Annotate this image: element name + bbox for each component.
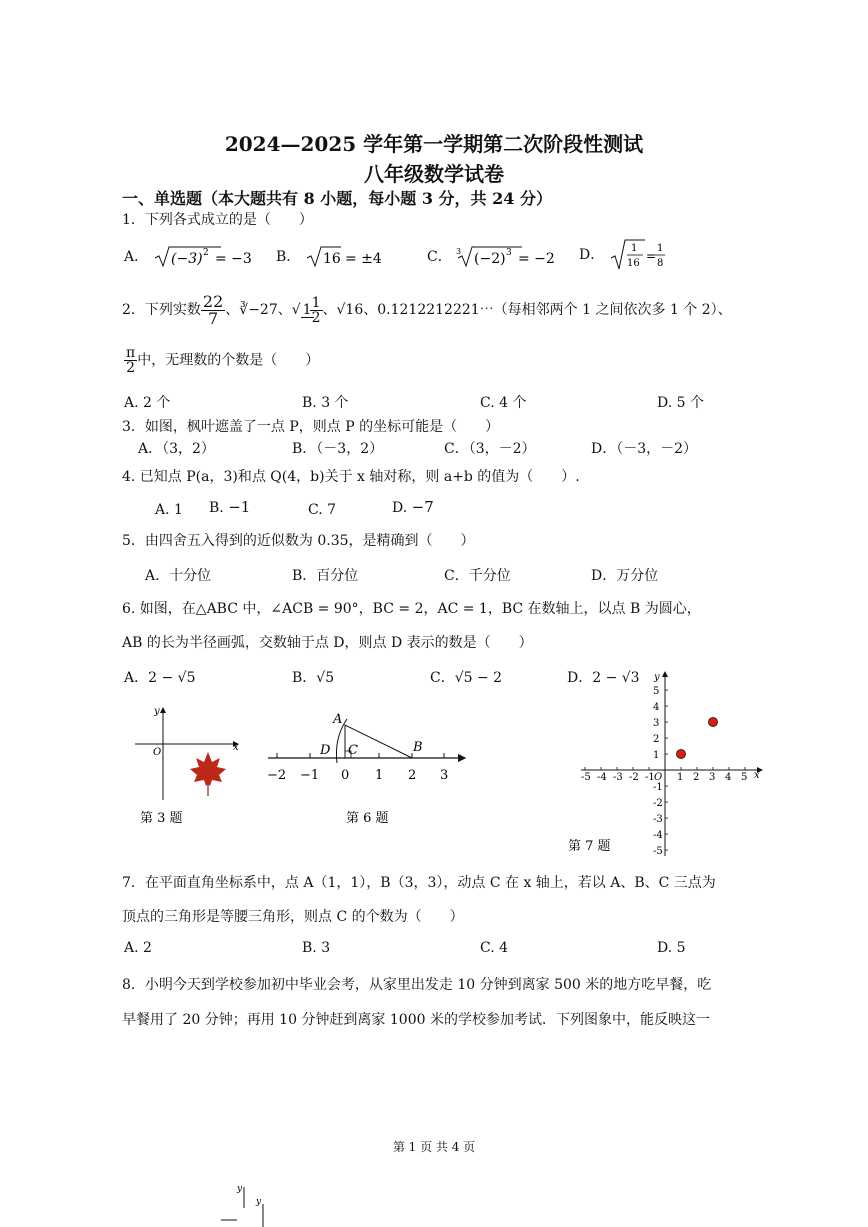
q3-stem: 3．如图，枫叶遮盖了一点 P，则点 P 的坐标可能是（ ） [122,419,500,435]
q4-stem: 4. 已知点 P(a，3)和点 Q(4，b)关于 x 轴对称，则 a+b 的值为（ ）. [122,469,580,485]
fig3-caption: 第 3 题 [140,811,183,826]
fig6-label-c: C [348,743,358,758]
fig7-x-tick-label: -4 [597,772,607,783]
fig7-x-label: x [754,770,760,781]
fig7-y-tick-label: 3 [653,718,660,729]
svg-text:3: 3 [506,248,512,258]
fig6-tick-0: 0 [341,768,350,783]
fig7-x-tick-label: 4 [725,772,732,783]
q6-option-b: B．√5 [292,670,335,686]
q3-option-d: D．（－3，－2） [591,441,698,457]
fig3-y-label: y [154,706,160,717]
q6-line1: 6. 如图，在△ABC 中，∠ACB = 90°，BC = 2，AC = 1，BC 在数轴上，以点 B 为圆心， [122,601,701,617]
fig7-x-tick-label: -5 [581,772,591,783]
svg-text:16: 16 [626,258,640,269]
fig7-point-b [709,718,718,727]
q6-option-d: D．2 − √3 [567,670,640,686]
fig7-y-tick-label: 1 [653,750,660,761]
q6-line2: AB 的长为半径画弧，交数轴于点 D，则点 D 表示的数是（ ） [122,635,533,651]
fig6-tick-neg1: −1 [300,768,320,783]
fig7-x-tick-label: -2 [629,772,639,783]
q5-option-d: D．万分位 [591,568,659,584]
q4-option-d: D. −7 [392,498,434,516]
q2-option-a: A. 2 个 [124,395,171,411]
exam-title: 2024—2025 学年第一学期第二次阶段性测试 [224,132,644,156]
fig7-y-tick-label: -3 [653,814,663,825]
fig7-x-tick-label: 2 [693,772,700,783]
section-heading: 一、单选题（本大题共有 8 小题，每小题 3 分，共 24 分） [122,189,552,208]
fig6-tick-neg2: −2 [267,768,287,783]
fig7-x-tick-label: 5 [741,772,748,783]
fig7-x-tick-labels [581,772,747,783]
q4-option-a: A. 1 [155,502,183,518]
q6-option-c: C．√5 − 2 [430,670,503,686]
next-y-label-2: y [256,1197,262,1207]
q7-option-b: B. 3 [302,940,331,956]
q8-line1: 8．小明今天到学校参加初中毕业会考，从家里出发走 10 分钟到离家 500 米的地方吃早餐，吃 [122,977,712,993]
q1-a-radical [153,244,253,270]
svg-text:= −3: = −3 [214,251,252,267]
q5-stem: 5．由四舍五入得到的近似数为 0.35，是精确到（ ） [122,533,475,549]
q5-option-a: A．十分位 [145,568,212,584]
q4-option-c: C. 7 [308,502,337,518]
q5-option-c: C．千分位 [444,568,511,584]
fig7-y-tick-label: -2 [653,798,663,809]
q1-b-radical [305,244,385,270]
q6-option-a: A．2 − √5 [124,670,196,686]
fig6-tick-1: 1 [375,768,384,783]
q3-option-b: B．（－3，2） [292,441,384,457]
svg-text:= −2: = −2 [518,251,555,267]
q2-line1: 2．下列实数 $\frac{22}{7}$ 、∛−27、√ 1 $\frac{1}{2}$ 、√16、0.1212212221⋯（每相邻两个 1 之间依次多 1 个 2）、 [122,291,732,328]
svg-text:(−3): (−3) [170,251,203,267]
svg-text:(−2): (−2) [474,251,506,267]
fig6-caption: 第 6 题 [346,811,389,826]
exam-subtitle: 八年级数学试卷 [364,162,504,186]
fig6-tick-3: 3 [440,768,449,783]
next-page-fragment [215,1180,285,1227]
figure-6 [260,705,475,835]
q7-option-c: C. 4 [480,940,509,956]
q1-stem: 1．下列各式成立的是（ ） [122,212,313,228]
fig7-x-tick-label: 3 [709,772,716,783]
fig7-origin-label: O [654,772,663,783]
svg-text:1: 1 [630,243,638,254]
fig7-caption: 第 7 题 [568,839,611,854]
svg-text:2: 2 [202,248,209,258]
svg-text:1: 1 [656,243,664,254]
next-y-label-1: y [237,1184,243,1194]
q1-d-radical [609,238,689,272]
fig3-x-label: x [233,742,239,753]
fig6-tick-2: 2 [408,768,417,783]
q2-line2: $\frac{\pi}{2}$ 中，无理数的个数是（ ） [126,345,320,376]
svg-text:8: 8 [656,258,664,269]
q2-option-c: C. 4 个 [480,395,527,411]
q7-option-d: D. 5 [657,940,686,956]
q1-option-d: D． 1 16 = 1 8 [579,238,689,272]
fig6-label-d: D [320,743,331,758]
fig7-y-tick-label: 2 [653,734,660,745]
q1-option-c: C． 3 (−2) 3 = −2 [427,244,556,270]
fig7-y-label: y [654,672,660,683]
page-footer: 第 1 页 共 4 页 [392,1140,476,1154]
q5-option-b: B．百分位 [292,568,359,584]
fig7-point-a [677,750,686,759]
q3-option-c: C．（3，－2） [444,441,536,457]
fig7-x-tick-label: 1 [677,772,684,783]
svg-text:=: = [645,249,656,263]
fig7-x-tick-label: -1 [645,772,655,783]
q1-option-a: A． (−3) 2 = −3 [124,244,253,270]
q7-line2: 顶点的三角形是等腰三角形，则点 C 的个数为（ ） [122,909,464,925]
svg-text:16: 16 [322,251,341,267]
q1-option-b: B． 16 = ±4 [276,244,385,270]
q2-option-d: D. 5 个 [657,395,704,411]
fig6-label-b: B [413,740,423,755]
fig3-origin-label: O [153,747,162,758]
figure-3 [130,700,250,835]
q2-option-b: B. 3 个 [302,395,349,411]
maple-leaf-icon [190,752,226,796]
fig7-y-tick-label: 5 [653,686,660,697]
q1-c-radical [456,244,556,270]
q7-line1: 7．在平面直角坐标系中，点 A（1，1），B（3，3），动点 C 在 x 轴上，若以 A、B、C 三点为 [122,875,716,891]
q8-line2: 早餐用了 20 分钟；再用 10 分钟赶到离家 1000 米的学校参加考试．下列图象中，能反映这一 [122,1012,710,1028]
figure-7 [566,668,766,860]
q7-option-a: A. 2 [124,940,152,956]
q4-option-b: B. −1 [209,498,251,516]
q3-option-a: A．（3，2） [138,441,215,457]
fig7-y-tick-label: -1 [653,782,663,793]
svg-text:= ±4: = ±4 [344,251,382,267]
fig6-label-a: A [333,712,343,727]
fig7-y-tick-label: -5 [653,846,663,857]
fig7-y-tick-label: -4 [653,830,663,841]
fig7-y-tick-label: 4 [653,702,660,713]
svg-text:3: 3 [456,247,462,256]
fig7-x-tick-label: -3 [613,772,623,783]
